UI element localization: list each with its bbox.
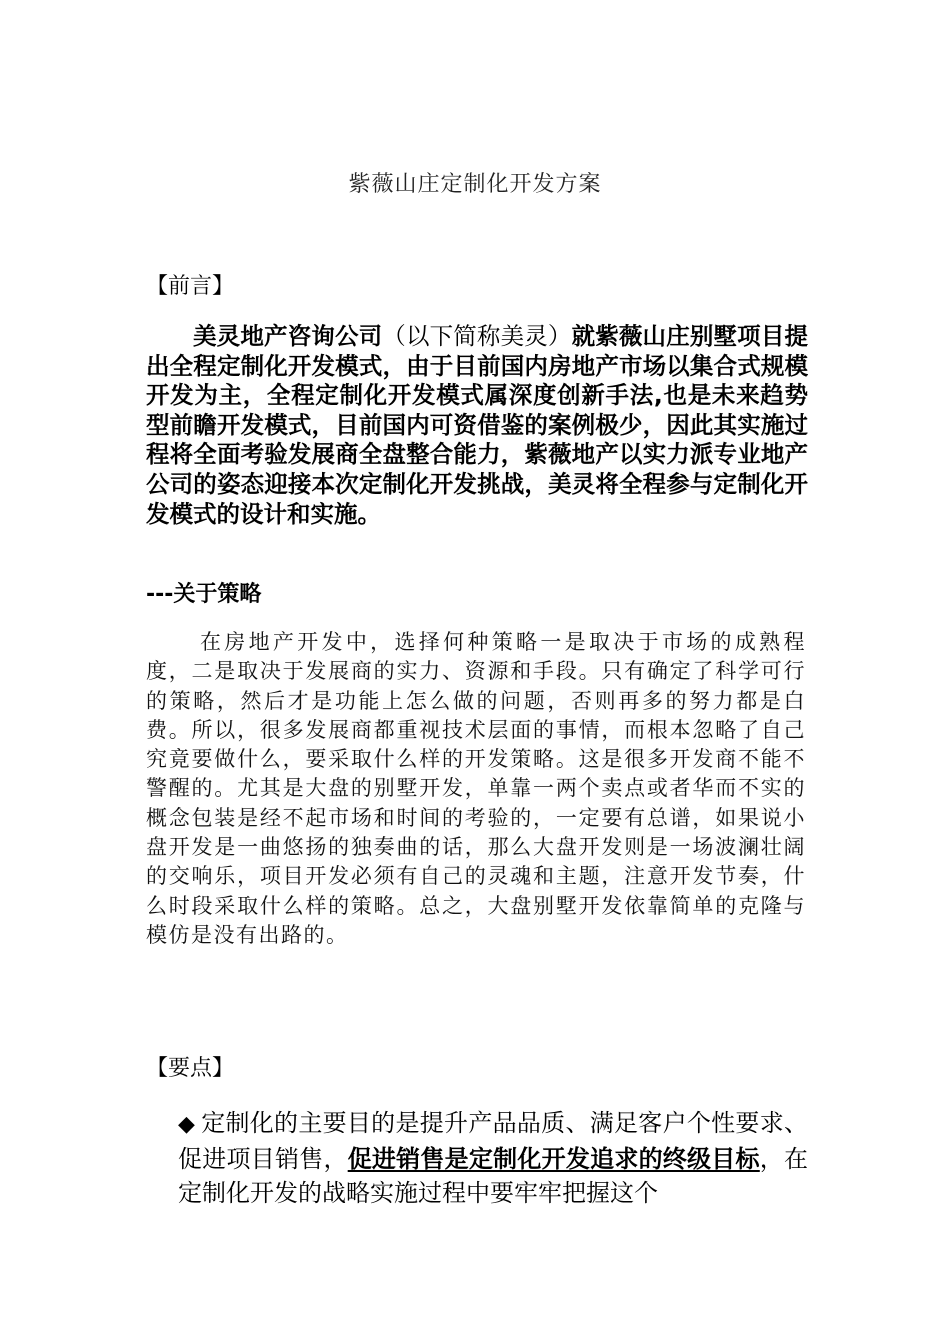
point-text-before: 定制化的主要目的是提升产品品质、满足客户个性要求、促进项目销售， — [178, 1109, 808, 1173]
document-title: 紫薇山庄定制化开发方案 — [348, 172, 602, 197]
preface-heading: 【前言】 — [146, 274, 235, 299]
points-heading: 【要点】 — [146, 1056, 235, 1081]
strategy-heading: ---关于策略 — [146, 582, 262, 607]
strategy-paragraph: 在房地产开发中，选择何种策略一是取决于市场的成熟程度，二是取决于发展商的实力、资源和手段。只有确定了科学可行的策略，然后才是功能上怎么做的问题，否则再多的努力都是白费。所以，很多发展商都重视技术层面的事情，而根本忽略了自己究竟要做什么，要采取什么样的开发策略。这是很多开发商不能不警醒的。尤其是大盘的别墅开发，单靠一两个卖点或者华而不实的概念包装是经不起市场和时间的考验的，一定要有总谱，如果说小盘开发是一曲悠扬的独奏曲的话，那么大盘开发则是一场波澜壮阔的交响乐，项目开发必须有自己的灵魂和主题，注意开发节奏，什么时段采取什么样的策略。总之，大盘别墅开发依靠简单的克隆与模仿是没有出路的。 — [146, 630, 806, 947]
point-emphasis: 促进销售是定制化开发追求的终级目标 — [347, 1145, 760, 1173]
preface-abbreviation-note: （以下简称美灵） — [382, 322, 572, 350]
point-item — [178, 1106, 808, 1210]
diamond-bullet-icon: ◆ — [178, 1112, 196, 1137]
preface-company-name: 美灵地产咨询公司 — [193, 322, 383, 350]
point-text-after: ，在定制化开发的战略实施过程中要牢牢把握这个 — [178, 1145, 809, 1207]
preface-paragraph — [146, 322, 808, 529]
preface-body: 就紫薇山庄别墅项目提出全程定制化开发模式，由于目前国内房地产市场以集合式规模开发为主，全程定制化开发模式属深度创新手法,也是未来趋势型前瞻开发模式，目前国内可资借鉴的案例极少，因此其实施过程将全面考验发展商全盘整合能力，紫薇地产以实力派专业地产公司的姿态迎接本次定制化开发挑战，美灵将全程参与定制化开发模式的设计和实施。 — [146, 322, 809, 528]
